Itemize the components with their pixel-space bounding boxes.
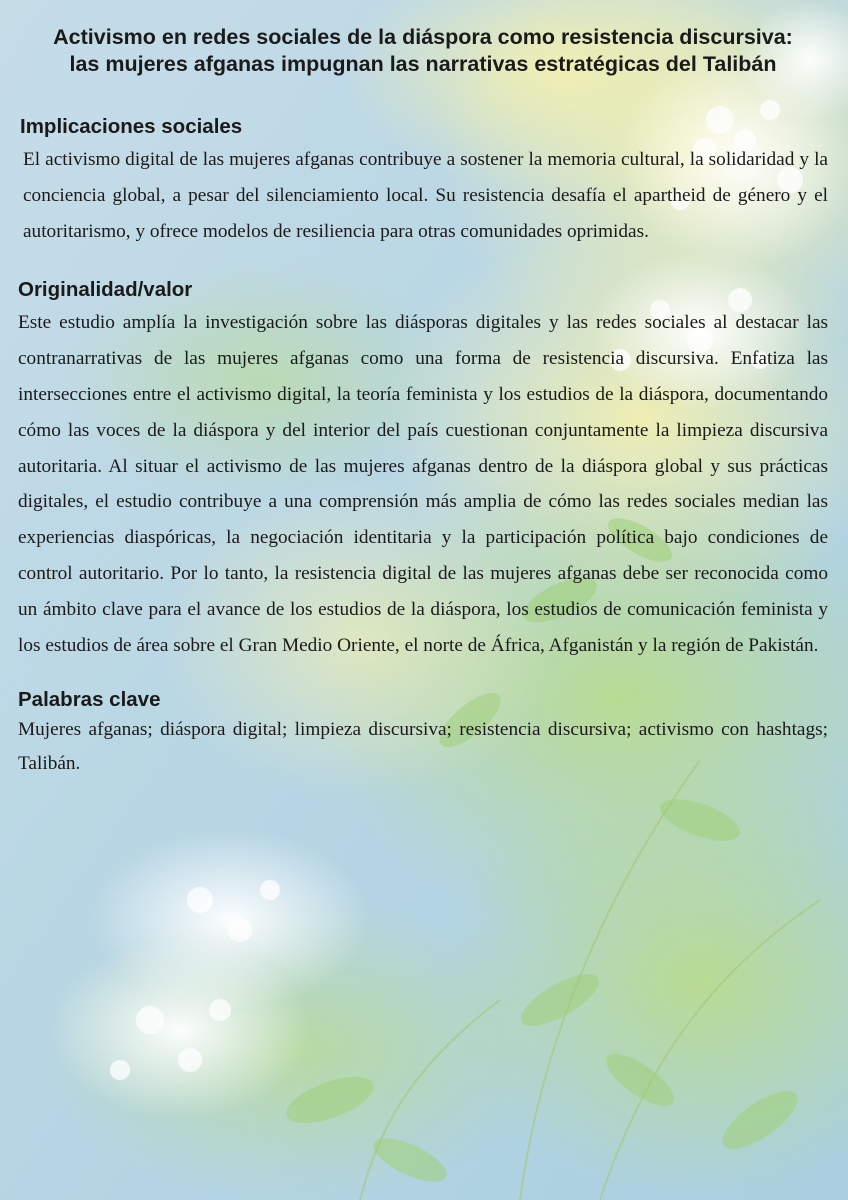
section-originality-value: [18, 277, 828, 663]
section-keywords: [18, 687, 828, 781]
section-body: El activismo digital de las mujeres afganas contribuye a sostener la memoria cultural, la solidaridad y la conciencia global, a pesar del silenciamiento local. Su resistencia desafía el apartheid de género y el autoritarismo, y ofrece modelos de resiliencia para otras comunidades oprimidas.: [23, 149, 828, 242]
section-social-implications: [18, 114, 828, 249]
section-heading: Originalidad/valor: [18, 278, 193, 302]
section-body: Este estudio amplía la investigación sobre las diásporas digitales y las redes sociales al destacar las contranarrativas de las mujeres afganas como una forma de resistencia discursiva. Enfatiza las intersecciones entre el activismo digital, la teoría feminista y los estudios de la diáspora, documentando cómo las voces de la diáspora y del interior del país cuestionan conjuntamente la limpieza discursiva autoritaria. Al situar el activismo de las mujeres afganas dentro de la diáspora global y sus prácticas digitales, el estudio contribuye a una comprensión más amplia de cómo las redes sociales median las experiencias diaspóricas, la negociación identitaria y la participación política bajo condiciones de control autoritario. Por lo tanto, la resistencia digital de las mujeres afganas debe ser reconocida como un ámbito clave para el avance de los estudios de la diáspora, los estudios de comunicación feminista y los estudios de área sobre el Gran Medio Oriente, el norte de África, Afganistán y la región de Pakistán.: [18, 312, 828, 656]
paper-title: Activismo en redes sociales de la diáspora como resistencia discursiva: las mujeres afganas impugnan las narrativas estratégicas del Talibán: [53, 25, 793, 76]
section-heading: Palabras clave: [18, 688, 161, 712]
keywords-list: Mujeres afganas; diáspora digital; limpieza discursiva; resistencia discursiva; activismo con hashtags; Talibán.: [18, 719, 828, 775]
section-heading: Implicaciones sociales: [20, 115, 243, 138]
